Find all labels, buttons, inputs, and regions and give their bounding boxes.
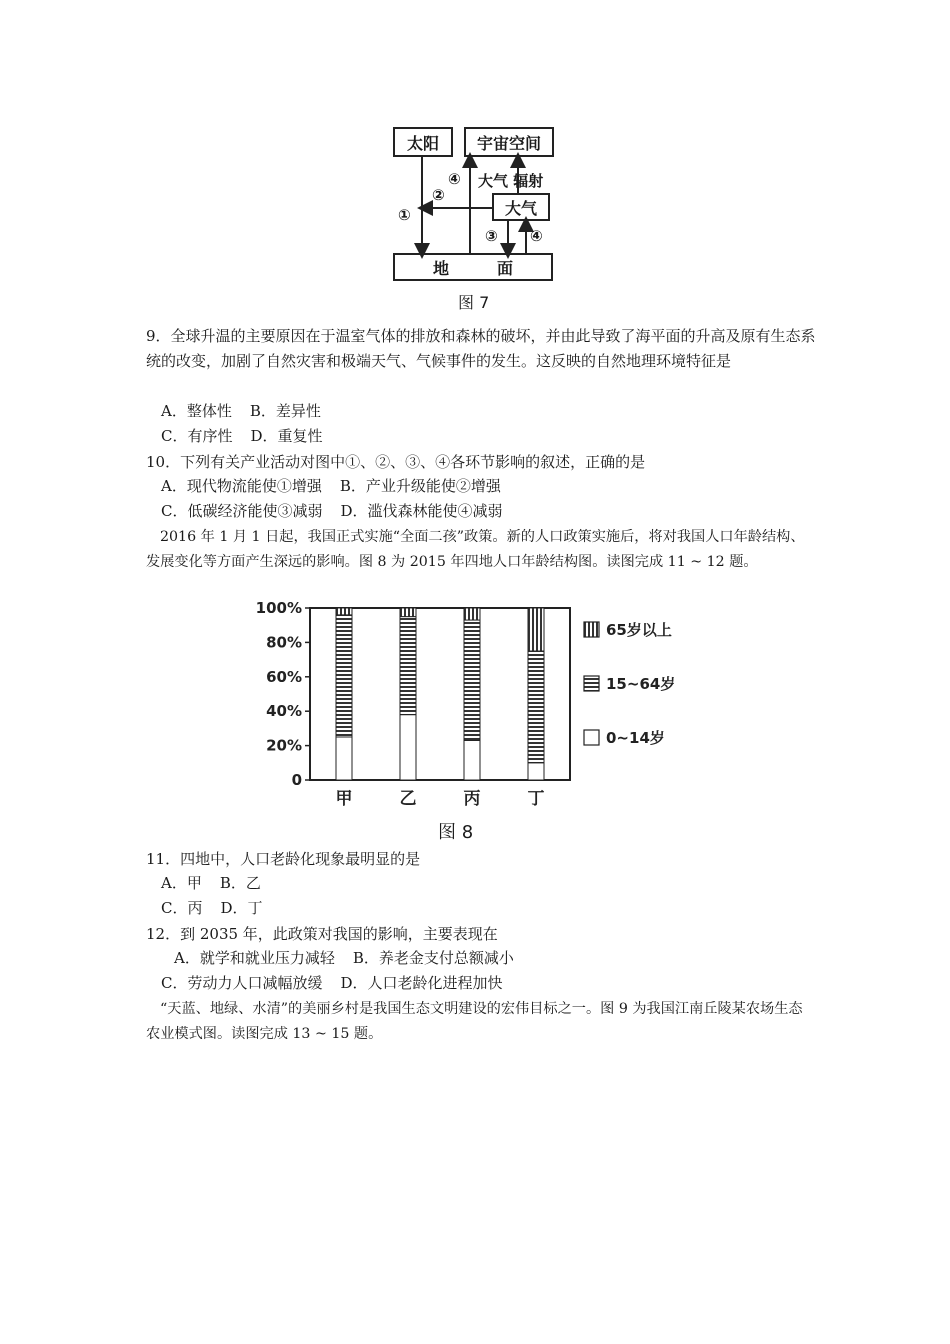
q11-option-a[interactable]: A．甲 (161, 874, 202, 892)
legend-swatch (584, 622, 599, 637)
figure-8-caption: 图 8 (438, 822, 474, 843)
question-9-options-row1 (161, 400, 339, 421)
question-10-options-row1 (161, 475, 519, 496)
question-10-stem: 10．下列有关产业活动对图中①、②、③、④各环节影响的叙述，正确的是 (146, 453, 646, 471)
q11-option-d[interactable]: D．丁 (220, 899, 263, 917)
question-11-options-row2 (161, 897, 281, 918)
label-circle-1: ① (398, 206, 411, 224)
y-tick-label: 60% (266, 667, 302, 686)
figure-7-diagram (380, 120, 570, 310)
label-atm-radiation: 大气 辐射 (478, 172, 544, 190)
question-12-options-row2 (161, 972, 521, 993)
legend-swatch (584, 730, 599, 745)
x-category-label: 丁 (527, 789, 545, 809)
legend-label: 15~64岁 (606, 675, 676, 693)
figure-8-chart (248, 598, 676, 843)
label-circle-2-left: ② (432, 186, 445, 204)
label-circle-4-right: ④ (530, 227, 543, 245)
sun-box: 太阳 (393, 127, 453, 157)
atmosphere-box: 大气 (492, 193, 550, 221)
bar-segment-0-14 (336, 737, 352, 780)
q11-option-b[interactable]: B．乙 (219, 874, 261, 892)
x-category-label: 甲 (335, 789, 353, 809)
figure-7-caption: 图 7 (458, 293, 490, 312)
intro-11-12: 2016 年 1 月 1 日起，我国正式实施“全面二孩”政策。新的人口政策实施后，将对我国人口年龄结构、发展变化等方面产生深远的影响。图 8 为 2015 年四地人口年龄结构图。读图完成 11 ~ 12 题。 (146, 529, 805, 570)
q12-option-a[interactable]: A．就学和就业压力减轻 (174, 949, 335, 967)
bar-segment-0-14 (400, 715, 416, 780)
q10-option-b[interactable]: B．产业升级能使②增强 (339, 477, 501, 495)
y-tick-label: 80% (266, 633, 302, 652)
q12-option-b[interactable]: B．养老金支付总额减小 (352, 949, 514, 967)
q12-option-d[interactable]: D．人口老龄化进程加快 (340, 974, 503, 992)
legend-swatch (584, 676, 599, 691)
q9-option-c[interactable]: C．有序性 (161, 427, 233, 445)
question-11-stem: 11．四地中，人口老龄化现象最明显的是 (146, 850, 421, 868)
bar-segment-15-64 (528, 651, 544, 763)
q9-option-d[interactable]: D．重复性 (250, 427, 323, 445)
question-9-options-row2 (161, 425, 341, 446)
q12-option-c[interactable]: C．劳动力人口减幅放缓 (161, 974, 323, 992)
bar-segment-65plus (464, 608, 480, 620)
q10-option-c[interactable]: C．低碳经济能使③减弱 (161, 502, 323, 520)
bar-segment-65plus (400, 608, 416, 617)
figure-7-arrows (380, 120, 570, 290)
question-10-options-row2 (161, 500, 521, 521)
bar-segment-15-64 (400, 617, 416, 715)
legend-label: 0~14岁 (606, 729, 665, 747)
bar-segment-15-64 (464, 620, 480, 740)
label-circle-4-left: ④ (448, 170, 461, 188)
label-circle-3: ③ (485, 227, 498, 245)
bar-segment-0-14 (464, 740, 480, 780)
question-9-stem: 9．全球升温的主要原因在于温室气体的排放和森林的破坏，并由此导致了海平面的升高及原有生态系统的改变，加剧了自然灾害和极端天气、气候事件的发生。这反映的自然地理环境特征是 (146, 327, 816, 370)
bar-segment-65plus (336, 608, 352, 615)
question-12-options-row1 (174, 947, 532, 968)
q10-option-d[interactable]: D．滥伐森林能使④减弱 (340, 502, 503, 520)
intro-13-15: “天蓝、地绿、水清”的美丽乡村是我国生态文明建设的宏伟目标之一。图 9 为我国江南丘陵某农场生态农业模式图。读图完成 13 ~ 15 题。 (146, 1001, 803, 1042)
q11-option-c[interactable]: C．丙 (161, 899, 203, 917)
space-box: 宇宙空间 (464, 127, 554, 157)
y-tick-label: 40% (266, 702, 302, 721)
question-11-options-row1 (161, 872, 279, 893)
q9-option-a[interactable]: A．整体性 (161, 402, 232, 420)
x-category-label: 丙 (463, 789, 481, 809)
bar-segment-0-14 (528, 763, 544, 780)
bar-segment-65plus (528, 608, 544, 651)
q9-option-b[interactable]: B．差异性 (249, 402, 321, 420)
x-category-label: 乙 (399, 789, 417, 809)
y-tick-label: 20% (266, 736, 302, 755)
y-tick-label: 100% (255, 599, 302, 617)
ground-box: 地 面 (393, 253, 553, 281)
question-12-stem: 12．到 2035 年，此政策对我国的影响，主要表现在 (146, 925, 498, 943)
q10-option-a[interactable]: A．现代物流能使①增强 (161, 477, 322, 495)
age-structure-chart (248, 598, 676, 838)
bar-segment-15-64 (336, 615, 352, 737)
y-tick-label: 0 (291, 771, 302, 789)
legend-label: 65岁以上 (606, 621, 672, 639)
